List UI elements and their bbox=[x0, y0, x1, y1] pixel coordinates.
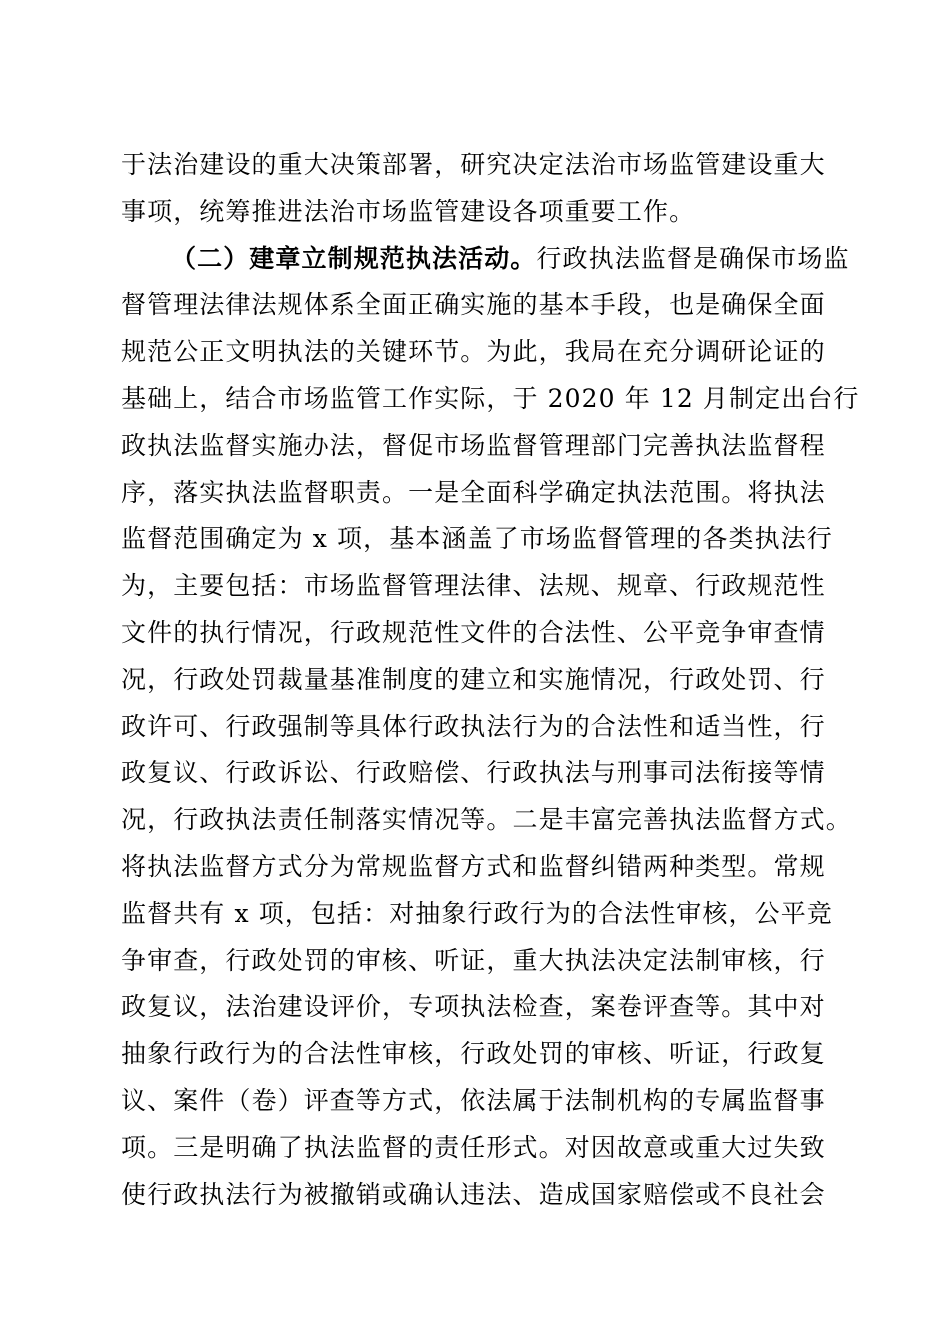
text-line-16: 将执法监督方式分为常规监督方式和监督纠错两种类型。常规 bbox=[121, 851, 826, 881]
text-line-11: 文件的执行情况，行政规范性文件的合法性、公平竞争审查情 bbox=[121, 617, 826, 647]
text-line-3 bbox=[121, 236, 850, 283]
text-line-3-rest: 行政执法监督是确保市场监 bbox=[536, 243, 850, 273]
text-line-6: 基础上，结合市场监管工作实际，于 2020 年 12 月制定出台行 bbox=[121, 383, 860, 413]
text-line-20: 抽象行政行为的合法性审核，行政处罚的审核、听证，行政复 bbox=[121, 1039, 826, 1069]
text-line-4: 督管理法律法规体系全面正确实施的基本手段，也是确保全面 bbox=[121, 290, 826, 320]
text-line-12: 况，行政处罚裁量基准制度的建立和实施情况，行政处罚、行 bbox=[121, 664, 826, 694]
text-line-5: 规范公正文明执法的关键环节。为此，我局在充分调研论证的 bbox=[121, 337, 826, 367]
text-line-2: 事项，统筹推进法治市场监管建设各项重要工作。 bbox=[121, 196, 696, 226]
text-line-23: 使行政执法行为被撤销或确认违法、造成国家赔偿或不良社会 bbox=[121, 1179, 826, 1209]
text-line-17: 监督共有 x 项，包括：对抽象行政行为的合法性审核，公平竞 bbox=[121, 898, 833, 928]
text-line-14: 政复议、行政诉讼、行政赔偿、行政执法与刑事司法衔接等情 bbox=[121, 758, 826, 788]
text-line-10: 为，主要包括：市场监督管理法律、法规、规章、行政规范性 bbox=[121, 571, 826, 601]
text-line-13: 政许可、行政强制等具体行政执法行为的合法性和适当性，行 bbox=[121, 711, 826, 741]
body-text bbox=[121, 142, 860, 1218]
text-line-18: 争审查，行政处罚的审核、听证，重大执法决定法制审核，行 bbox=[121, 945, 826, 975]
text-line-7: 政执法监督实施办法，督促市场监督管理部门完善执法监督程 bbox=[121, 430, 826, 460]
text-line-21: 议、案件（卷）评查等方式，依法属于法制机构的专属监督事 bbox=[121, 1085, 826, 1115]
text-line-8: 序，落实执法监督职责。一是全面科学确定执法范围。将执法 bbox=[121, 477, 826, 507]
text-line-22: 项。三是明确了执法监督的责任形式。对因故意或重大过失致 bbox=[121, 1132, 826, 1162]
section-heading: （二）建章立制规范执法活动。 bbox=[171, 243, 537, 273]
text-line-1: 于法治建设的重大决策部署，研究决定法治市场监管建设重大 bbox=[121, 150, 826, 179]
text-line-19: 政复议，法治建设评价，专项执法检查，案卷评查等。其中对 bbox=[121, 992, 826, 1022]
text-line-9: 监督范围确定为 x 项，基本涵盖了市场监督管理的各类执法行 bbox=[121, 524, 833, 554]
text-line-15: 况，行政执法责任制落实情况等。二是丰富完善执法监督方式。 bbox=[121, 805, 852, 835]
